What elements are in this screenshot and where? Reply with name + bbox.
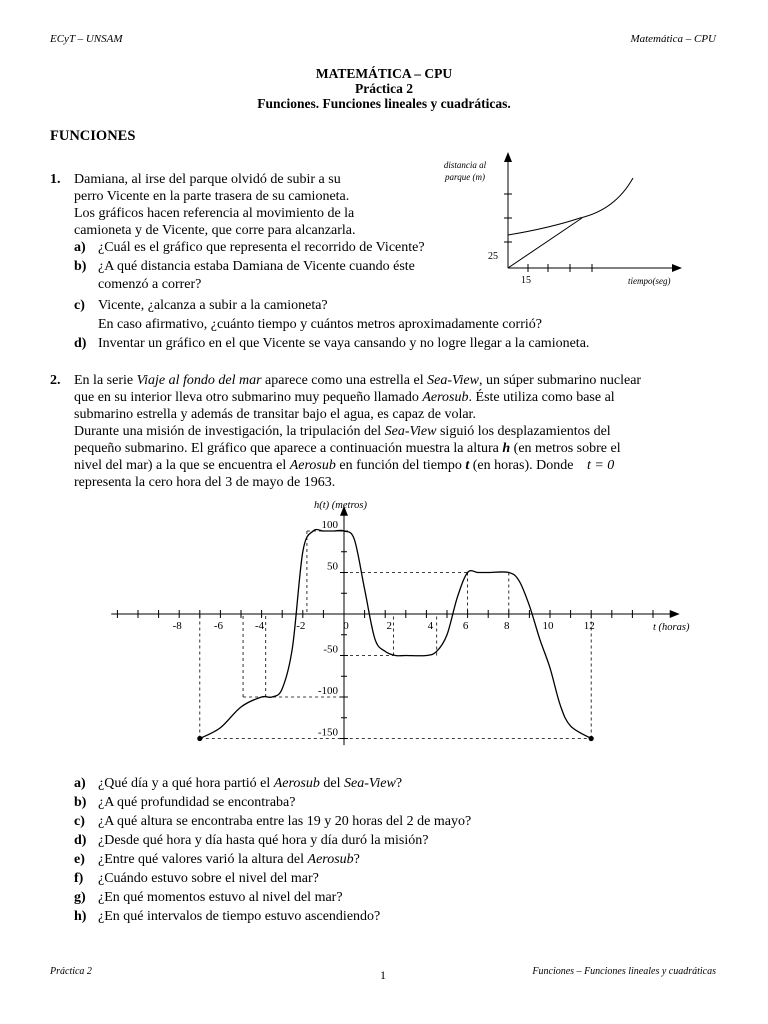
graph1-ylabel-2: parque (m): [445, 172, 485, 182]
text-run: t = 0: [586, 458, 615, 473]
text-run: En la serie: [74, 373, 137, 388]
question-2e: [74, 851, 360, 868]
problem-2-line: [74, 423, 611, 440]
question-label: f): [74, 871, 84, 886]
text-run: Durante una misión de investigación, la tripulación del: [74, 424, 385, 439]
x-tick-label: -2: [296, 620, 306, 632]
page-topic: Funciones. Funciones lineales y cuadráticas.: [257, 96, 511, 111]
footer-left: Práctica 2: [50, 966, 92, 977]
question-text: Inventar un gráfico en el que Vicente se vaya cansando y no logre llegar a la camioneta.: [98, 336, 590, 351]
text-run: ¿En qué momentos estuvo al nivel del mar?: [98, 890, 343, 905]
problem-2-number: 2.: [50, 373, 61, 388]
question-label: g): [74, 890, 86, 905]
height-time-chart: [110, 492, 700, 768]
x-tick-label: 10: [542, 620, 554, 632]
endpoint-marker: [197, 736, 202, 741]
problem-2-line: [74, 457, 614, 474]
x-tick-label: 0: [343, 620, 349, 632]
problem-2-line: submarino estrella y además de transitar bajo el agua, es capaz de volar.: [74, 407, 476, 422]
x-tick-label: 2: [386, 620, 392, 632]
text-run: Aerosub: [273, 776, 320, 791]
text-run: Sea-View: [343, 776, 396, 791]
question-label: h): [74, 909, 87, 924]
text-run: ¿Entre qué valores varió la altura del: [98, 852, 308, 867]
question-label: a): [74, 776, 86, 791]
problem-1-number: 1.: [50, 172, 61, 187]
problem-2-line: representa la cero hora del 3 de mayo de 1963.: [74, 475, 336, 490]
question-label: b): [74, 795, 87, 810]
text-run: ?: [353, 852, 360, 867]
footer-right: Funciones – Funciones lineales y cuadráticas: [532, 966, 716, 977]
problem-2-line: [74, 389, 615, 406]
text-run: Viaje al fondo del mar: [136, 373, 262, 388]
text-run: ¿A qué profundidad se encontraba?: [98, 795, 296, 810]
x-tick-label: 4: [427, 620, 434, 632]
text-run: Aerosub: [422, 390, 469, 405]
text-run: ¿Cuándo estuvo sobre el nivel del mar?: [98, 871, 319, 886]
question-2c: [74, 813, 471, 830]
problem-2-line: [74, 440, 621, 457]
question-label: e): [74, 852, 85, 867]
text-run: que en su interior lleva otro submarino muy pequeño llamado: [74, 390, 423, 405]
graph1-ylabel-1: distancia al: [443, 160, 487, 170]
graph1-xtick-label: 15: [521, 275, 531, 286]
question-1a: [74, 239, 425, 256]
question-2b: [74, 794, 295, 811]
text-run: del: [319, 776, 344, 791]
text-run: pequeño submarino. El gráfico que aparece a continuación muestra la altura: [74, 441, 503, 456]
text-run: t: [465, 458, 470, 473]
question-1b-cont: comenzó a correr?: [98, 277, 202, 292]
y-tick-label: -150: [317, 726, 338, 739]
text-run: , un súper submarino nuclear: [478, 373, 642, 388]
y-tick-label: -50: [323, 643, 338, 656]
text-run: Aerosub: [289, 458, 336, 473]
problem-2-line: [74, 372, 641, 389]
question-2a: [74, 775, 402, 792]
endpoint-marker: [589, 736, 594, 741]
text-run: aparece como una estrella el: [261, 373, 428, 388]
text-run: ¿Qué día y a qué hora partió el: [98, 776, 274, 791]
y-tick-label: -100: [317, 685, 338, 697]
x-tick-label: 8: [504, 620, 510, 632]
graph1-x-arrow: [672, 264, 682, 272]
graph1-truck-curve: [508, 178, 633, 235]
graph1-ytick-label: 25: [488, 251, 498, 262]
header-right: Matemática – CPU: [630, 33, 716, 45]
graph1-xlabel: tiempo(seg): [628, 276, 671, 286]
x-axis-arrow: [670, 610, 680, 618]
x-tick-label: -8: [172, 620, 182, 632]
x-tick-label: 12: [583, 620, 595, 632]
y-tick-label: 100: [321, 519, 338, 531]
text-run: . Éste utiliza como base al: [468, 390, 615, 405]
problem-1-line: camioneta y de Vicente, que corre para alcanzarla.: [74, 223, 356, 238]
question-label: c): [74, 298, 85, 313]
question-label: a): [74, 240, 86, 255]
question-label: d): [74, 833, 87, 848]
text-run: ?: [395, 776, 403, 791]
chart-xlabel: t (horas): [653, 622, 690, 633]
x-tick-label: 6: [462, 620, 469, 632]
question-1c-cont: En caso afirmativo, ¿cuánto tiempo y cuántos metros aproximadamente corrió?: [98, 317, 542, 332]
text-run: (en horas). Donde: [469, 458, 577, 473]
page-subtitle: Práctica 2: [354, 81, 414, 96]
question-1d: [74, 335, 589, 352]
y-tick-label: 50: [327, 560, 338, 573]
question-label: d): [74, 336, 87, 351]
question-label: c): [74, 814, 85, 829]
text-run: (en metros sobre el: [510, 441, 621, 456]
question-2f: [74, 870, 319, 887]
question-label: b): [74, 259, 87, 274]
graph1-dog-line: [508, 218, 582, 268]
text-run: Sea-View: [427, 373, 479, 388]
text-run: Sea-View: [384, 424, 437, 439]
text-run: ¿Desde qué hora y día hasta qué hora y día duró la misión?: [98, 833, 429, 848]
problem-1-line: Damiana, al irse del parque olvidó de subir a su: [74, 172, 341, 187]
text-run: en función del tiempo: [335, 458, 466, 473]
text-run: Aerosub: [307, 852, 354, 867]
graph1-y-arrow: [504, 152, 512, 162]
x-tick-label: -6: [213, 620, 223, 632]
problem-1-line: Los gráficos hacen referencia al movimiento de la: [74, 206, 355, 221]
question-1c: [74, 297, 328, 314]
problem-1-line: perro Vicente en la parte trasera de su camioneta.: [74, 189, 350, 204]
chart-ylabel: h(t) (metros): [314, 500, 367, 511]
footer-page: 1: [380, 968, 386, 982]
text-run: ¿En qué intervalos de tiempo estuvo ascendiendo?: [98, 909, 381, 924]
question-text: Vicente, ¿alcanza a subir a la camioneta?: [98, 298, 328, 313]
question-2g: [74, 889, 343, 906]
question-text: ¿Cuál es el gráfico que representa el recorrido de Vicente?: [98, 240, 425, 255]
text-run: siguió los desplazamientos del: [436, 424, 611, 439]
text-run: nivel del mar) a la que se encuentra el: [74, 458, 290, 473]
question-1b: [74, 258, 415, 275]
text-run: h: [502, 441, 511, 456]
question-text: ¿A qué distancia estaba Damiana de Vicente cuando éste: [98, 259, 415, 274]
question-2d: [74, 832, 428, 849]
x-tick-label: -4: [255, 620, 265, 632]
series-line-h: [200, 529, 591, 738]
text-run: ¿A qué altura se encontraba entre las 19 y 20 horas del 2 de mayo?: [98, 814, 472, 829]
section-title: FUNCIONES: [50, 128, 136, 144]
question-2h: [74, 908, 380, 925]
page-title: MATEMÁTICA – CPU: [315, 66, 453, 81]
header-left: ECyT – UNSAM: [50, 33, 123, 45]
distance-time-graph: [420, 150, 690, 295]
